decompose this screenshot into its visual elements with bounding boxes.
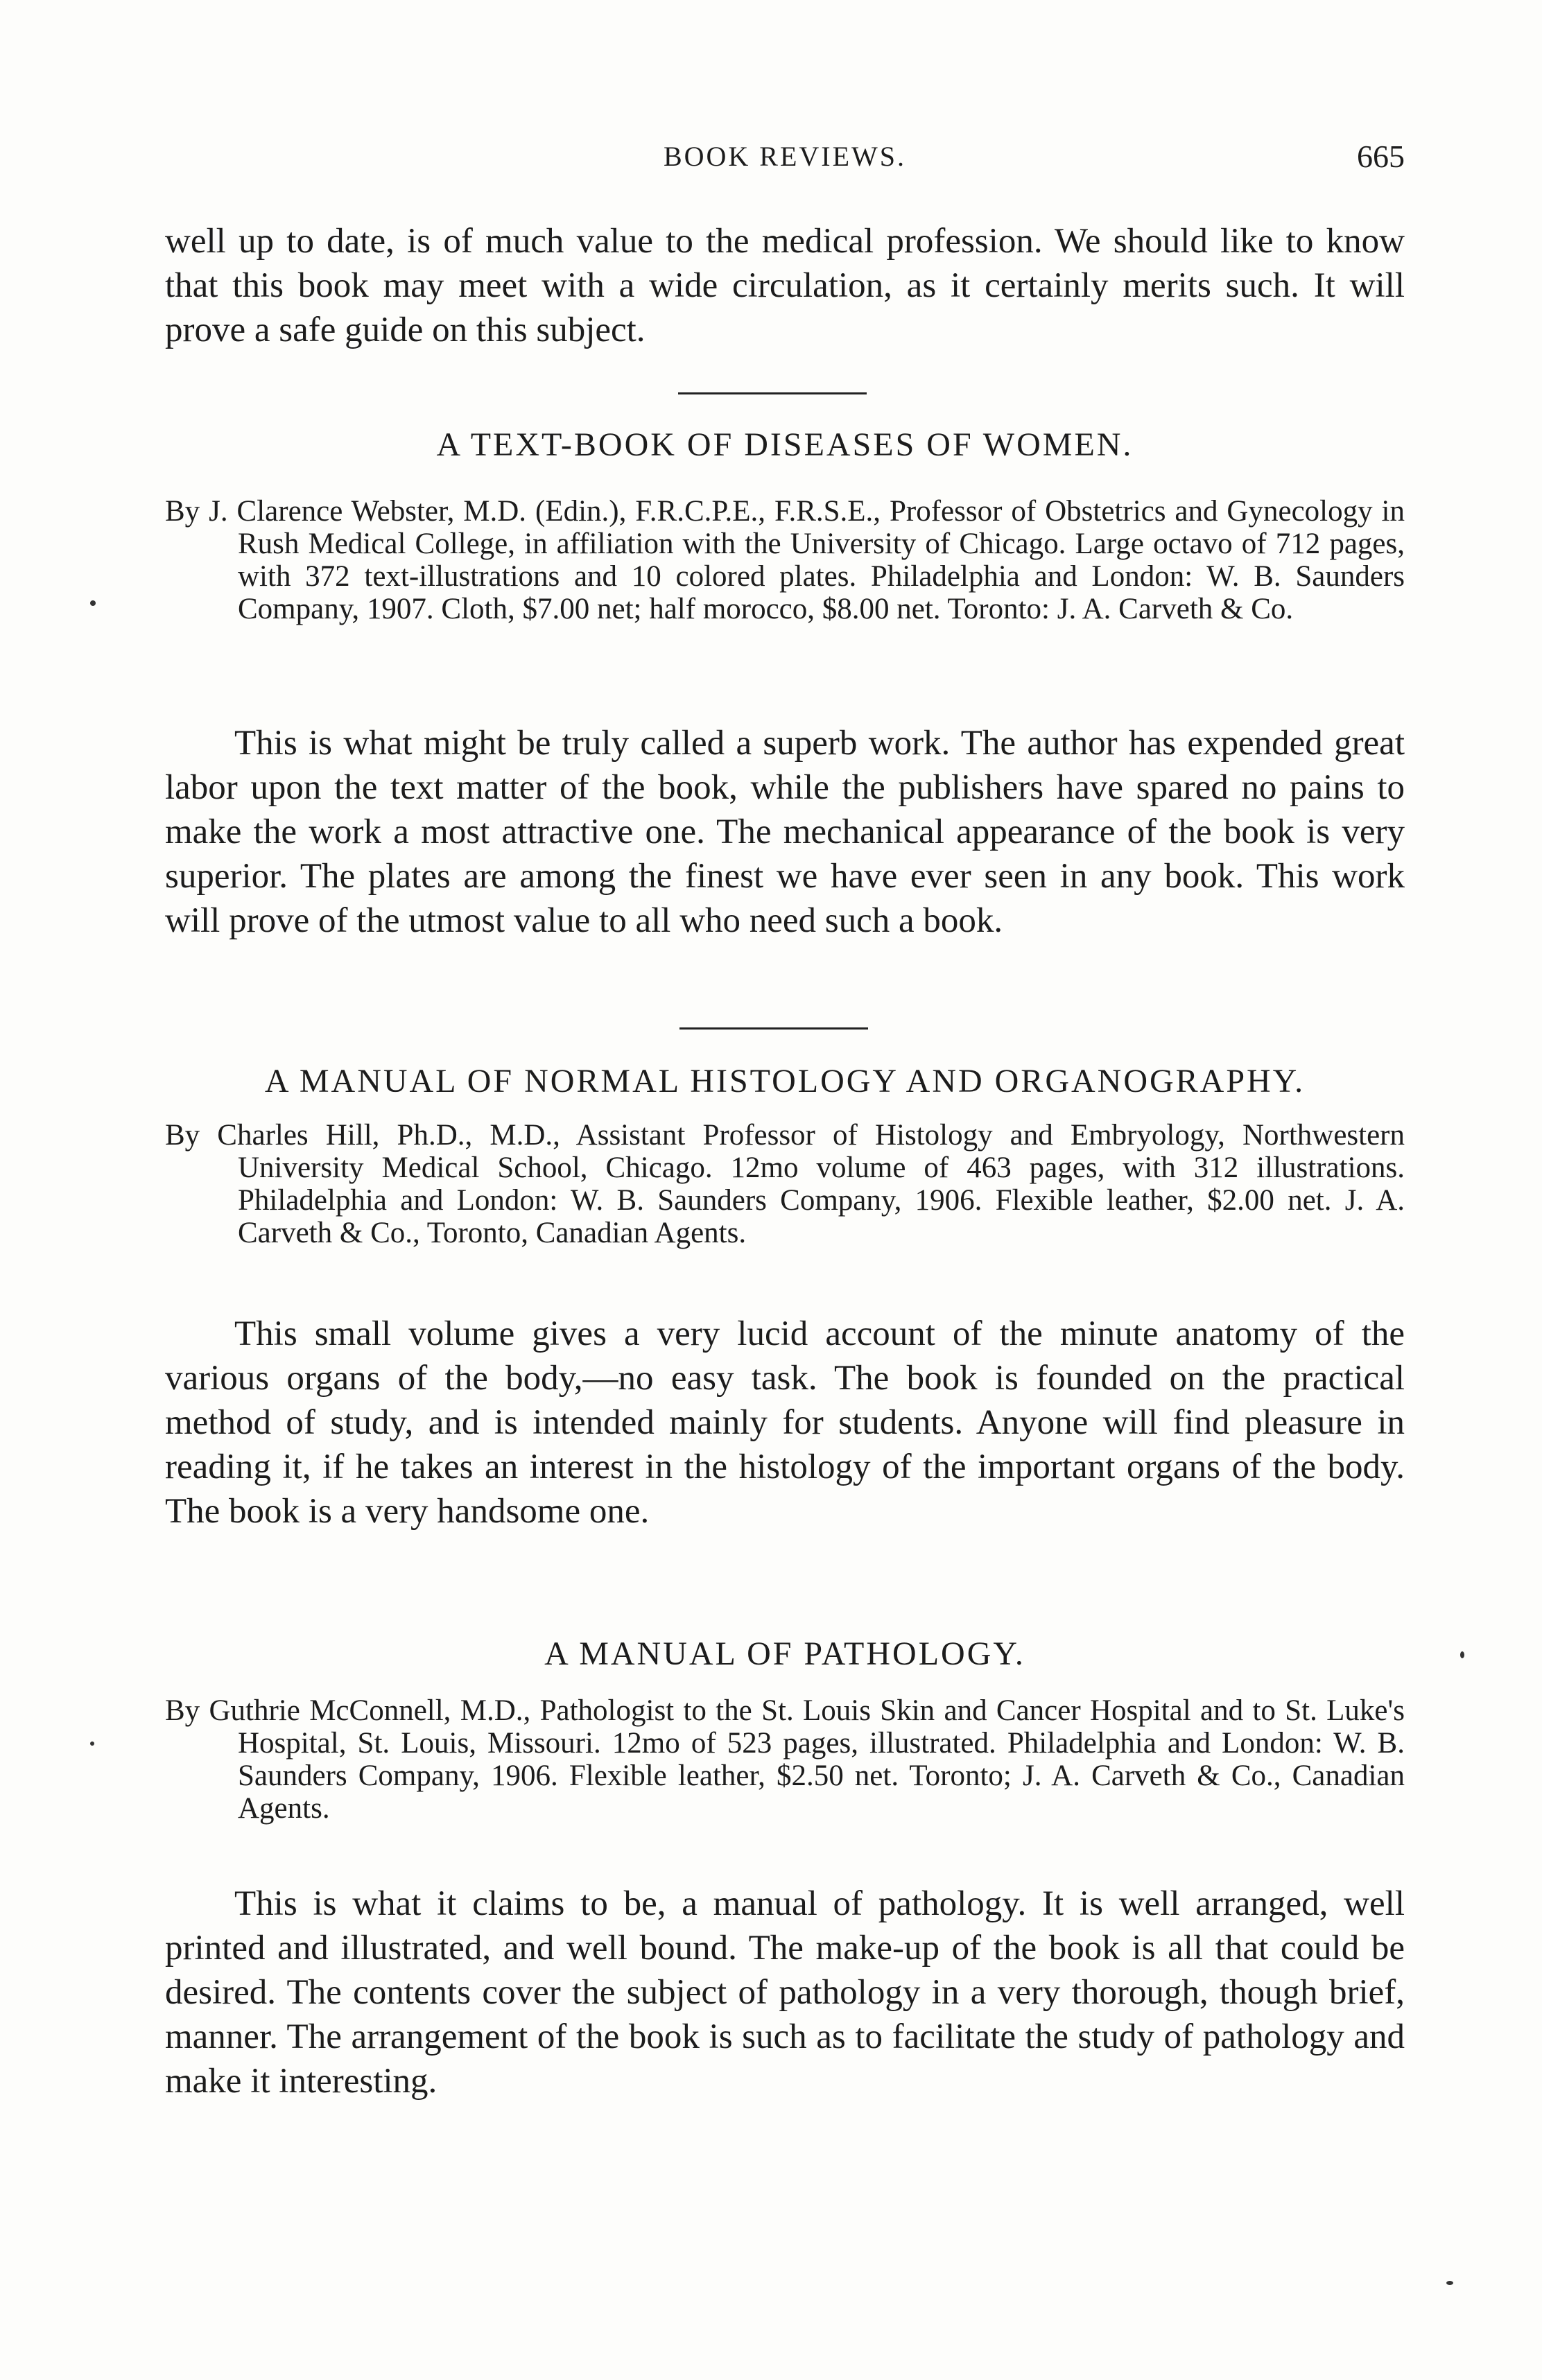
running-head [165, 136, 1405, 177]
review-body: This is what might be truly called a superb work. The author has expended great labor upon the text matter of the book, while the publishers have spared no pains to make the work a most attractive one. The mechanical appearance of the book is very superior. The plates are among the finest we have ever seen in any book. This work will prove of the utmost value to all who need such a book. [165, 724, 1405, 940]
review-heading: A MANUAL OF PATHOLOGY. [544, 1635, 1025, 1672]
page-number: 665 [1357, 139, 1405, 174]
scan-speck [90, 600, 96, 606]
review-body: This is what it claims to be, a manual of pathology. It is well arranged, well printed and illustrated, and well bound. The make-up of the book is all that could be desired. The contents cover the subject of pathology in a very thorough, though brief, manner. The arrangement of the book is such as to facilitate the study of pathology and make it interesting. [165, 1884, 1405, 2101]
scan-speck [1446, 2281, 1453, 2285]
scan-speck [1460, 1651, 1464, 1658]
review-heading: A TEXT-BOOK OF DISEASES OF WOMEN. [436, 426, 1134, 463]
review-citation: By Charles Hill, Ph.D., M.D., Assistant Professor of Histology and Embryology, Northwestern University Medical School, Chicago. 12mo volume of 463 pages, with 312 illustrations. Philadelphia and London: W. B. Saunders Company, 1906. Flexible leather, $2.00 net. J. A. Carveth & Co., Toronto, Canadian Agents. [165, 1119, 1405, 1249]
section-divider [679, 1027, 868, 1030]
section-divider [678, 392, 867, 394]
running-title: BOOK REVIEWS. [663, 141, 907, 172]
intro-paragraph: well up to date, is of much value to the medical profession. We should like to know that this book may meet with a wide circulation, as it certainly merits such. It will prove a safe guide on this subject. [165, 222, 1405, 349]
review-citation: By J. Clarence Webster, M.D. (Edin.), F.R.C.P.E., F.R.S.E., Professor of Obstetrics and Gynecology in Rush Medical College, in affiliation with the University of Chicago. Large octavo of 712 pages, with 372 text-illustrations and 10 colored plates. Philadelphia and London: W. B. Saunders Company, 1907. Cloth, $7.00 net; half morocco, $8.00 net. Toronto: J. A. Carveth & Co. [165, 495, 1405, 625]
review-body: This small volume gives a very lucid account of the minute anatomy of the various organs of the body,—no easy task. The book is founded on the practical method of study, and is intended mainly for students. Anyone will find pleasure in reading it, if he takes an interest in the histology of the important organs of the body. The book is a very handsome one. [165, 1314, 1405, 1531]
review-citation: By Guthrie McConnell, M.D., Pathologist to the St. Louis Skin and Cancer Hospital and to St. Luke's Hospital, St. Louis, Missouri. 12mo of 523 pages, illustrated. Philadelphia and London: W. B. Saunders Company, 1906. Flexible leather, $2.50 net. Toronto; J. A. Carveth & Co., Canadian Agents. [165, 1694, 1405, 1825]
scan-speck [90, 1741, 94, 1746]
review-heading: A MANUAL OF NORMAL HISTOLOGY AND ORGANOGRAPHY. [264, 1063, 1306, 1100]
